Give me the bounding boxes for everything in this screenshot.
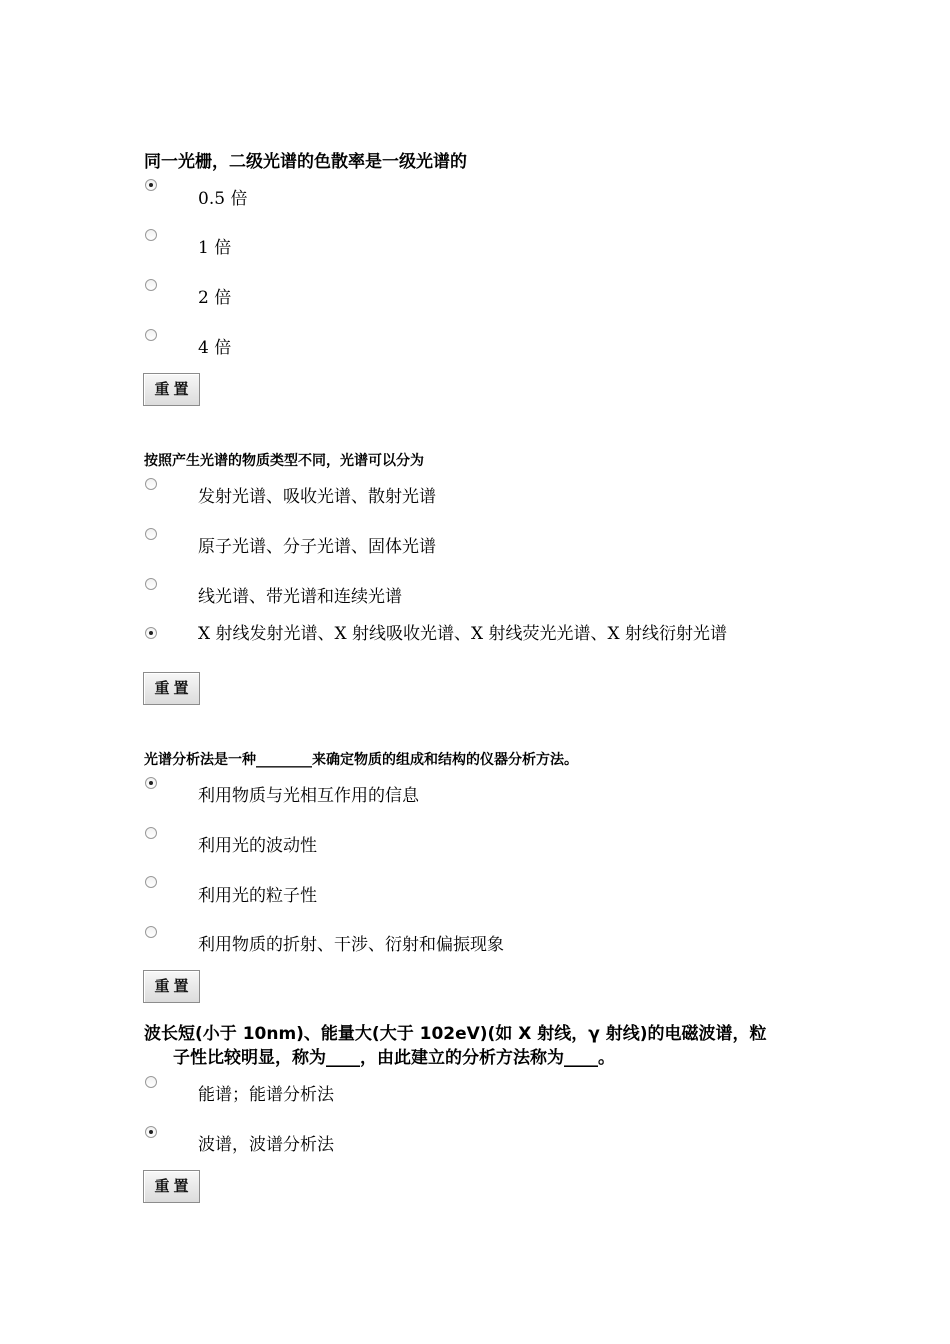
q2-reset-button[interactable]: 重置: [143, 672, 200, 705]
q3-option-3-radio[interactable]: [145, 876, 157, 888]
question-1-title: 同一光栅，二级光谱的色散率是一级光谱的: [144, 152, 467, 172]
q1-option-3-label: 2 倍: [198, 288, 232, 308]
q4-option-1-label: 能谱；能谱分析法: [198, 1085, 334, 1105]
q2-option-2-label: 原子光谱、分子光谱、固体光谱: [198, 537, 436, 557]
q3-option-4-label: 利用物质的折射、干涉、衍射和偏振现象: [198, 935, 504, 955]
q1-option-4-label: 4 倍: [198, 338, 232, 358]
q4-option-2-label: 波谱，波谱分析法: [198, 1135, 334, 1155]
q4-option-2-radio[interactable]: [145, 1126, 157, 1138]
q1-option-2-label: 1 倍: [198, 238, 232, 258]
q1-option-4-radio[interactable]: [145, 329, 157, 341]
q3-option-1-label: 利用物质与光相互作用的信息: [198, 786, 419, 806]
q2-option-1-radio[interactable]: [145, 478, 157, 490]
q3-option-2-radio[interactable]: [145, 827, 157, 839]
q2-option-3-radio[interactable]: [145, 578, 157, 590]
q3-reset-button[interactable]: 重置: [143, 970, 200, 1003]
q1-reset-button[interactable]: 重置: [143, 373, 200, 406]
q2-option-4-label: X 射线发射光谱、X 射线吸收光谱、X 射线荧光光谱、X 射线衍射光谱: [198, 624, 728, 644]
q3-option-4-radio[interactable]: [145, 926, 157, 938]
q2-option-1-label: 发射光谱、吸收光谱、散射光谱: [198, 487, 436, 507]
q3-option-1-radio[interactable]: [145, 777, 157, 789]
question-3-title: 光谱分析法是一种________来确定物质的组成和结构的仪器分析方法。: [144, 752, 578, 768]
q2-option-2-radio[interactable]: [145, 528, 157, 540]
question-2-title: 按照产生光谱的物质类型不同，光谱可以分为: [144, 453, 424, 469]
q1-option-3-radio[interactable]: [145, 279, 157, 291]
q2-option-4-radio[interactable]: [145, 627, 157, 639]
q1-option-1-radio[interactable]: [145, 179, 157, 191]
q4-option-1-radio[interactable]: [145, 1076, 157, 1088]
question-4-title: 波长短(小于 10nm)、能量大(大于 102eV)(如 X 射线，γ 射线)的电磁波谱，粒子性比较明显，称为____，由此建立的分析方法称为____。: [144, 1024, 767, 1068]
q1-option-2-radio[interactable]: [145, 229, 157, 241]
q4-reset-button[interactable]: 重置: [143, 1170, 200, 1203]
q2-option-3-label: 线光谱、带光谱和连续光谱: [198, 587, 402, 607]
q1-option-1-label: 0.5 倍: [198, 189, 248, 209]
q3-option-2-label: 利用光的波动性: [198, 836, 317, 856]
q3-option-3-label: 利用光的粒子性: [198, 886, 317, 906]
